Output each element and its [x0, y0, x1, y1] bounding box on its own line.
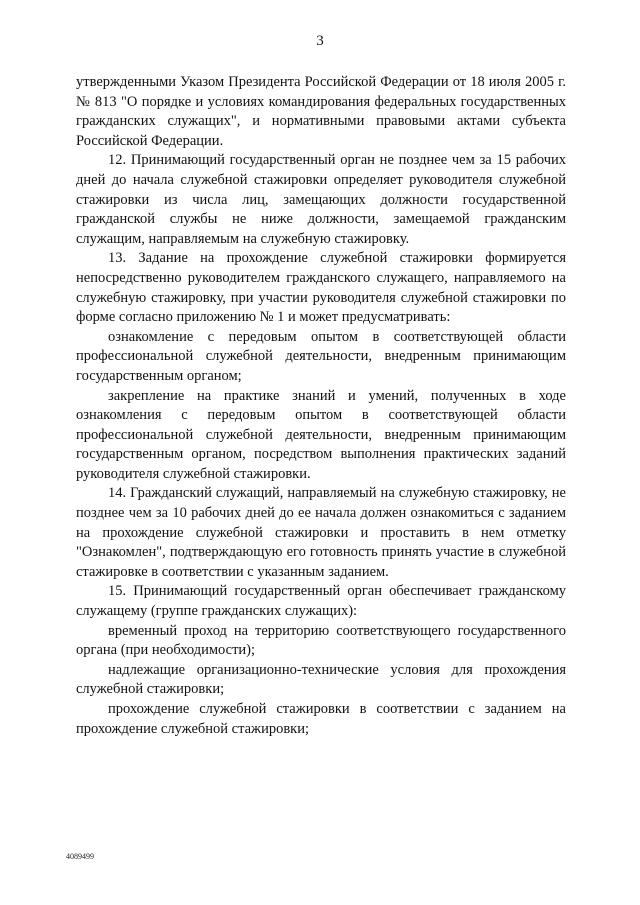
paragraph-item-15-sub-1: временный проход на территорию соответствующего государственного органа (при необходимости);	[76, 622, 566, 659]
paragraph-item-13-sub-2: закрепление на практике знаний и умений, полученных в ходе ознакомления с передовым опытом в соответствующей области профессиональной служебной деятельности, внедренным принимающим государственным органом, посредством выполнения практических заданий руководителя служебной стажировки.	[76, 387, 566, 482]
paragraph-item-15: 15. Принимающий государственный орган обеспечивает гражданскому служащему (группе гражданских служащих):	[76, 583, 566, 620]
paragraph-item-14: 14. Гражданский служащий, направляемый на служебную стажировку, не позднее чем за 10 рабочих дней до ее начала должен ознакомиться с заданием на прохождение служебной стажировки и проставить в нем отметку "Ознакомлен", подтверждающую его готовность принять участие в служебной стажировке в соответствии с указанным заданием.	[76, 485, 566, 580]
paragraph-item-15-sub-2: надлежащие организационно-технические условия для прохождения служебной стажировки;	[76, 661, 566, 698]
document-code: 4089499	[66, 852, 94, 861]
paragraph-continuation: утвержденными Указом Президента Российской Федерации от 18 июля 2005 г. № 813 "О порядке и условиях командирования федеральных государственных гражданских служащих", и нормативными правовыми актами субъекта Российской Федерации.	[76, 74, 566, 149]
paragraph-item-13: 13. Задание на прохождение служебной стажировки формируется непосредственно руководителем гражданского служащего, направляемого на служебную стажировку, при участии руководителя служебной стажировки по форме согласно приложению № 1 и может предусматривать:	[76, 250, 566, 326]
paragraph-item-13-sub-1: ознакомление с передовым опытом в соответствующей области профессиональной служебной деятельности, внедренным принимающим государственным органом;	[76, 328, 566, 384]
document-body	[76, 73, 566, 739]
page-number: 3	[316, 33, 324, 49]
paragraph-item-12: 12. Принимающий государственный орган не позднее чем за 15 рабочих дней до начала служебной стажировки определяет руководителя служебной стажировки из числа лиц, замещающих должности государственной гражданской службы не ниже должности, замещаемой гражданским служащим, направляемым на служебную стажировку.	[76, 152, 566, 247]
paragraph-item-15-sub-3: прохождение служебной стажировки в соответствии с заданием на прохождение служебной стажировки;	[76, 701, 566, 737]
